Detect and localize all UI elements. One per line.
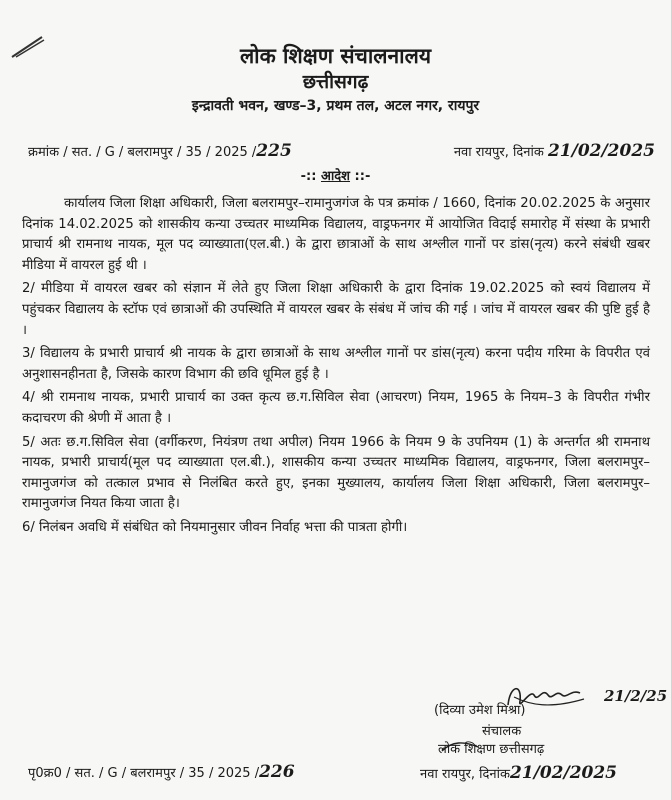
endorsement-number-handwritten: 226 (259, 762, 295, 782)
reference-date-handwritten: 21/02/2025 (547, 141, 655, 161)
order-title-right: ::- (350, 169, 371, 184)
order-title-text: आदेश (320, 169, 351, 184)
signature-place-prefix: नवा रायपुर, दिनांक (420, 767, 510, 782)
signatory-name: (दिव्या उमेश मिश्रा) (434, 703, 526, 718)
office-title: लोक शिक्षण संचालनालय (239, 44, 432, 68)
paragraph-5: 5/ अतः छ.ग.सिविल सेवा (वर्गीकरण, नियंत्रण तथा अपील) नियम 1966 के नियम 9 के उपनियम (1) के अन्तर्गत श्री रामनाथ नायक, प्रभारी प्राचार्य(मूल पद व्याख्याता एल.बी.), शासकीय कन्या उच्चतर माध्यमिक विद्यालय, वाड्रफनगर, जिला बलरामपुर–रामानुजगंज को तत्काल प्रभाव से निलंबित करते हुए, इनका मुख्यालय, कार्यालय जिला शिक्षा अधिकारी, जिला बलरामपुर–रामानुजगंज नियत किया जाता है। (22, 434, 650, 512)
reference-number-handwritten: 225 (256, 141, 292, 161)
signatory-office: लोक शिक्षण छत्तीसगढ़ (438, 742, 545, 757)
signature-place-date (420, 763, 617, 783)
paragraph-4: 4/ श्री रामनाथ नायक, प्रभारी प्राचार्य का उक्त कृत्य छ.ग.सिविल सेवा (आचरण) नियम, 1965 के नियम–3 के विपरीत गंभीर कदाचरण की श्रेणी में आता है । (22, 390, 650, 426)
office-address: इन्द्रावती भवन, खण्ड–3, प्रथम तल, अटल नगर, रायपुर (191, 98, 480, 114)
endorsement-reference (28, 762, 295, 782)
signature-date-handwritten-2: 21/02/2025 (509, 763, 618, 783)
paragraph-1: कार्यालय जिला शिक्षा अधिकारी, जिला बलरामपुर–रामानुजगंज के पत्र क्रमांक / 1660, दिनांक 20.02.2025 के अनुसार दिनांक 14.02.2025 को शासकीय कन्या उच्चतर माध्यमिक विद्यालय, वाड्रफनगर में आयोजित विदाई समारोह में संस्था के प्रभारी प्राचार्य श्री रामनाथ नायक, मूल पद व्याख्याता(एल.बी.) के द्वारा छात्राओं के साथ अश्लील गानों पर डांस(नृत्य) करने संबंधी खबर मीडिया में वायरल हुई थी । (22, 196, 650, 273)
order-body (22, 194, 650, 542)
paragraph-3: 3/ विद्यालय के प्रभारी प्राचार्य श्री नायक के द्वारा छात्राओं के साथ अश्लील गानों पर डांस(नृत्य) करना पदीय गरिमा के विपरीत एवं अनुशासनहीनता है, जिसके कारण विभाग की छवि धूमिल हुई है । (22, 346, 650, 382)
paragraph-2: 2/ मीडिया में वायरल खबर को संज्ञान में लेते हुए जिला शिक्षा अधिकारी के द्वारा दिनांक 19.02.2025 को स्वयं विद्यालय में पहुंचकर विद्यालय के स्टॉफ एवं छात्राओं की उपस्थिति में वायरल खबर के संबंध में जांच की गई । जांच में वायरल खबर की पुष्टि हुई है । (22, 281, 650, 338)
reference-number-prefix: क्रमांक / सत. / G / बलरामपुर / 35 / 2025 / (28, 145, 257, 160)
signature-block (400, 675, 668, 795)
reference-place-date: नवा रायपुर, दिनांक (453, 145, 544, 160)
order-title (0, 166, 671, 184)
signatory-designation: संचालक (482, 724, 522, 739)
reference-date (454, 141, 655, 161)
endorsement-number-prefix: पृ0क्र0 / सत. / G / बलरामपुर / 35 / 2025 / (28, 766, 260, 781)
reference-number (28, 141, 292, 161)
order-title-left: -:: (300, 169, 321, 184)
state-title: छत्तीसगढ़ (302, 71, 369, 93)
signature-date-handwritten: 21/2/25 (604, 687, 668, 705)
paragraph-6: 6/ निलंबन अवधि में संबंधित को नियमानुसार जीवन निर्वाह भत्ता की पात्रता होगी। (22, 519, 408, 535)
